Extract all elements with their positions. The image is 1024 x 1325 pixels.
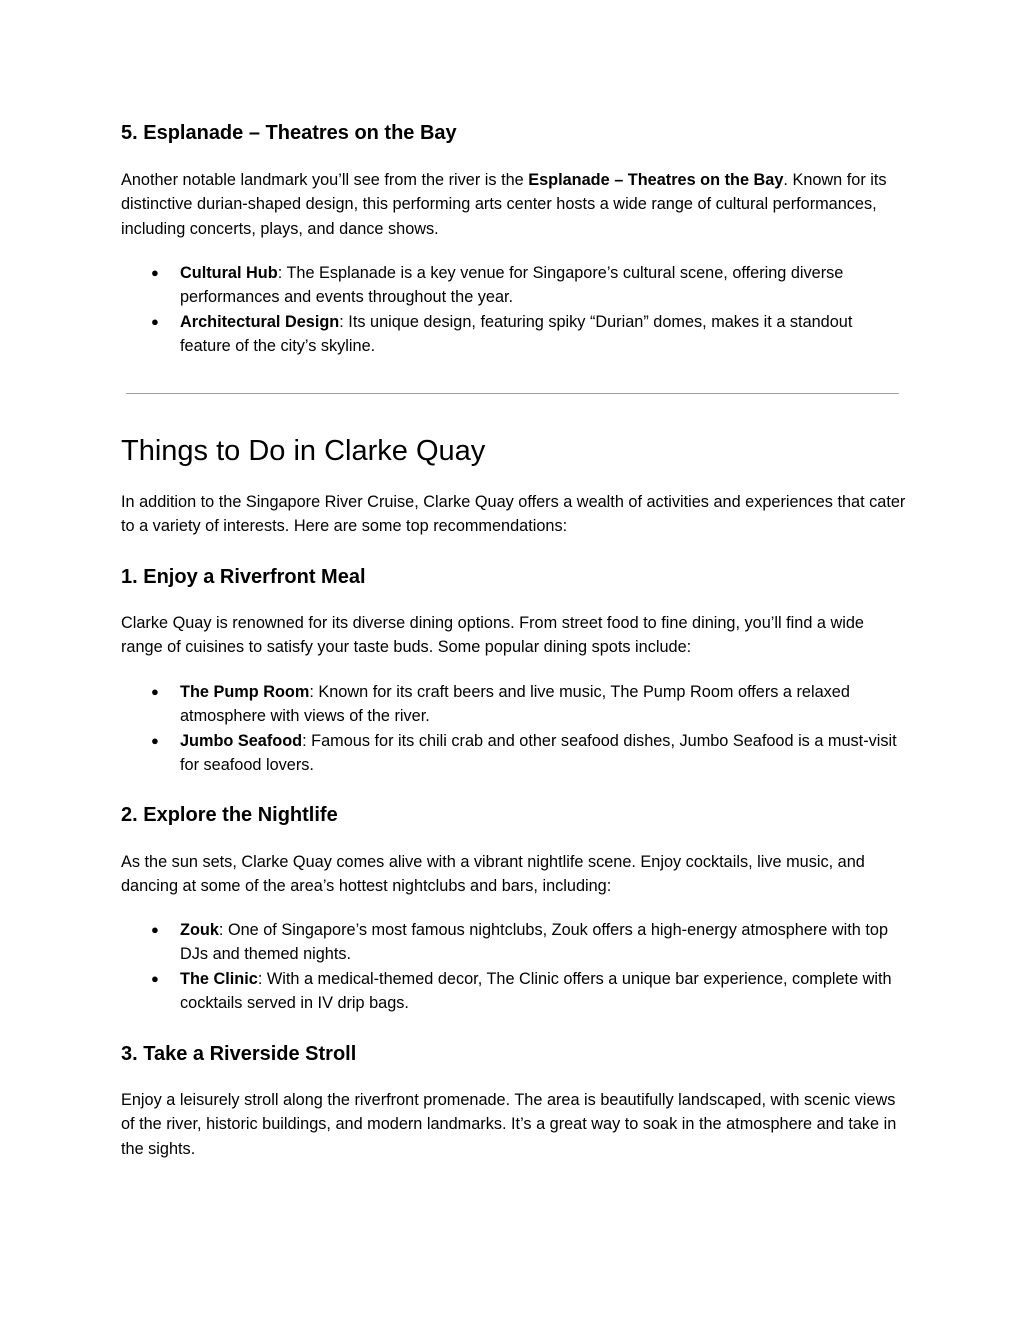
paragraph-riverside-stroll: Enjoy a leisurely stroll along the riverfront promenade. The area is beautifully landscaped, with scenic views of the river, historic buildings, and modern landmarks. It’s a great way to soak in the atmosphere and take in the sights. (121, 1091, 897, 1158)
bullet-term: The Clinic (180, 969, 258, 988)
paragraph-esplanade-bold: Esplanade – Theatres on the Bay (528, 171, 784, 189)
bullet-icon: ● (151, 922, 159, 937)
bullet-icon: ● (151, 970, 159, 986)
paragraph-esplanade (121, 168, 906, 241)
bullet-list-dining (121, 680, 906, 777)
paragraph-riverfront-meal: Clarke Quay is renowned for its diverse dining options. From street food to fine dining, you’ll find a wide range of cuisines to satisfy your taste buds. Some popular dining spots include: (121, 614, 864, 657)
list-item (121, 967, 906, 1016)
bullet-list-esplanade (121, 261, 906, 358)
paragraph-esplanade-pre: Another notable landmark you’ll see from the river is the (121, 171, 529, 189)
bullet-icon: ● (151, 732, 159, 748)
bullet-icon: ● (151, 313, 159, 329)
paragraph-things-to-do-intro: In addition to the Singapore River Cruise, Clarke Quay offers a wealth of activities and experiences that cater to a variety of interests. Here are some top recommendations: (121, 493, 906, 536)
bullet-list-nightlife (121, 918, 906, 1015)
bullet-term: Jumbo Seafood (180, 731, 303, 750)
bullet-icon: ● (151, 265, 159, 280)
bullet-text: : The Esplanade is a key venue for Singapore’s cultural scene, offering diverse performances and events throughout the year. (180, 264, 844, 307)
heading-riverside-stroll: 3. Take a Riverside Stroll (121, 1043, 357, 1065)
paragraph-nightlife: As the sun sets, Clarke Quay comes alive with a vibrant nightlife scene. Enjoy cocktails, live music, and dancing at some of the area’s hottest nightclubs and bars, including: (121, 853, 865, 896)
bullet-text: : With a medical-themed decor, The Clinic offers a unique bar experience, complete with cocktails served in IV drip bags. (180, 969, 892, 1012)
paragraph-esplanade-post: . Known for its distinctive durian-shaped design, this performing arts center hosts a wide range of cultural performances, including concerts, plays, and dance shows. (121, 171, 887, 238)
bullet-term: Cultural Hub (180, 264, 278, 282)
list-item (121, 729, 906, 778)
list-item (121, 261, 906, 310)
bullet-text: : Famous for its chili crab and other seafood dishes, Jumbo Seafood is a must-visit for seafood lovers. (180, 731, 897, 774)
bullet-term: Architectural Design (180, 312, 340, 331)
list-item (121, 310, 906, 359)
bullet-icon: ● (151, 684, 159, 699)
list-item (121, 918, 906, 967)
heading-nightlife: 2. Explore the Nightlife (121, 804, 338, 826)
heading-esplanade: 5. Esplanade – Theatres on the Bay (121, 122, 457, 144)
bullet-text: : Known for its craft beers and live music, The Pump Room offers a relaxed atmosphere with views of the river. (180, 683, 850, 726)
bullet-text: : One of Singapore’s most famous nightclubs, Zouk offers a high-energy atmosphere with top DJs and themed nights. (180, 921, 888, 964)
bullet-term: The Pump Room (180, 683, 310, 701)
heading-riverfront-meal: 1. Enjoy a Riverfront Meal (121, 566, 366, 588)
horizontal-divider (126, 393, 899, 394)
bullet-text: : Its unique design, featuring spiky “Durian” domes, makes it a standout feature of the city’s skyline. (180, 312, 853, 355)
heading-things-to-do: Things to Do in Clarke Quay (121, 435, 486, 467)
bullet-term: Zouk (180, 921, 219, 939)
list-item (121, 680, 906, 729)
